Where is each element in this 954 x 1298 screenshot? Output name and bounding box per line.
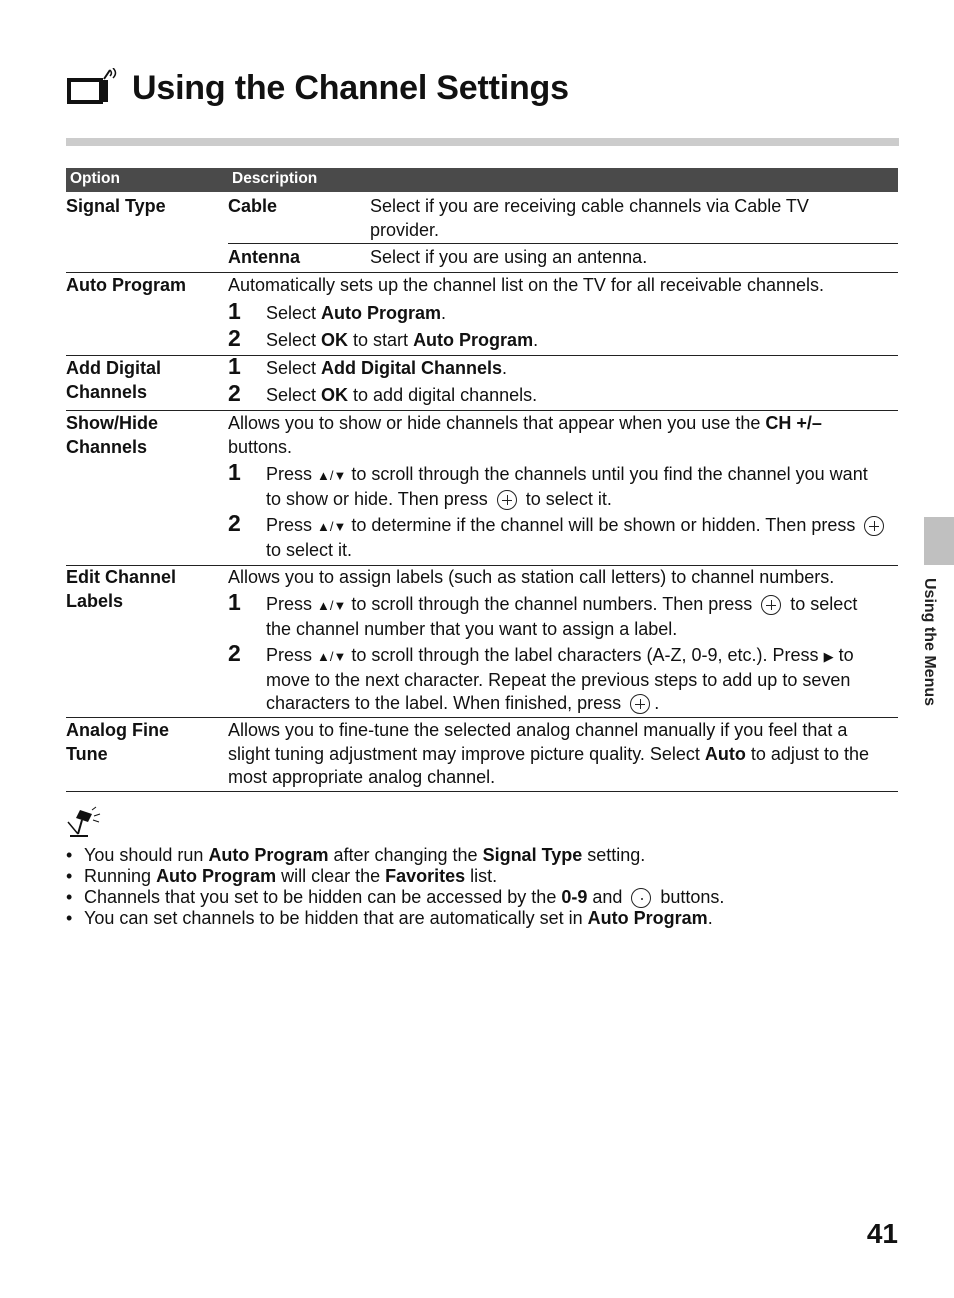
add-digital-step-1: Select Add Digital Channels. (266, 358, 508, 378)
list-item: • Channels that you set to be hidden can be accessed by the 0-9 and buttons. (66, 887, 898, 908)
enter-button-icon (864, 516, 884, 536)
up-down-arrow-icon: ▲/▼ (317, 519, 347, 534)
up-down-arrow-icon: ▲/▼ (317, 649, 347, 664)
step-number: 1 (228, 353, 241, 379)
step-number: 2 (228, 380, 241, 406)
row-divider (228, 243, 898, 244)
up-down-arrow-icon: ▲/▼ (317, 468, 347, 483)
list-item: • Running Auto Program will clear the Favorites list. (66, 866, 898, 887)
step-number: 2 (228, 510, 241, 536)
section-tab-marker (924, 517, 954, 565)
step-number: 2 (228, 640, 241, 666)
analog-fine-tune-description: Allows you to fine-tune the selected analog channel manually if you feel that a slight tuning adjustment may improve picture quality. Select Auto to adjust to the most appropriate analog channel. (228, 720, 869, 787)
list-item: • You can set channels to be hidden that are automatically set in Auto Program. (66, 908, 898, 929)
antenna-description: Select if you are using an antenna. (370, 247, 648, 267)
show-hide-intro: Allows you to show or hide channels that appear when you use the CH +/– buttons. (228, 413, 822, 457)
antenna-label: Antenna (228, 247, 300, 267)
cable-description: Select if you are receiving cable channels via Cable TV provider. (370, 196, 809, 240)
option-signal-type: Signal Type (66, 196, 166, 216)
edit-labels-step-1: Press ▲/▼ to scroll through the channel numbers. Then press to select the channel number that you want to assign a label. (266, 594, 858, 639)
row-divider (66, 410, 898, 411)
show-hide-step-2: Press ▲/▼ to determine if the channel will be shown or hidden. Then press to select it. (266, 514, 891, 562)
right-arrow-icon: ▶ (823, 649, 834, 664)
row-divider (66, 717, 898, 718)
page-header (66, 58, 569, 118)
table-bottom-rule (66, 791, 898, 792)
edit-labels-step-2: Press ▲/▼ to scroll through the label characters (A-Z, 0-9, etc.). Press ▶ to move to the next character. Repeat the previous steps to add up to seven characters to the label. When finished, press . (266, 645, 854, 713)
lamp-icon (66, 806, 102, 840)
description-column-header: Description (232, 170, 318, 187)
page-number: 41 (866, 1218, 898, 1249)
option-add-digital-channels: Add Digital Channels (66, 358, 161, 402)
add-digital-step-2: Select OK to add digital channels. (266, 385, 538, 405)
tv-antenna-icon (66, 68, 118, 108)
option-column-header: Option (70, 170, 120, 187)
step-number: 1 (228, 459, 241, 485)
edit-labels-intro: Allows you to assign labels (such as station call letters) to channel numbers. (228, 567, 835, 587)
section-tab-label: Using the Menus (921, 578, 938, 707)
auto-program-step-1: Select Auto Program. (266, 303, 447, 323)
notes-list (66, 845, 898, 929)
title-rule (66, 138, 899, 146)
step-number: 1 (228, 589, 241, 615)
show-hide-step-1: Press ▲/▼ to scroll through the channels until you find the channel you want to show or hide. Then press to select it. (266, 464, 868, 509)
step-number: 2 (228, 325, 241, 351)
table-header (66, 168, 898, 192)
row-divider (66, 272, 898, 273)
up-down-arrow-icon: ▲/▼ (317, 598, 347, 613)
cable-label: Cable (228, 196, 278, 216)
step-number: 1 (228, 298, 241, 324)
row-divider (66, 355, 898, 356)
enter-button-icon (630, 694, 650, 714)
option-edit-channel-labels: Edit Channel Labels (66, 567, 177, 611)
page-title: Using the Channel Settings (132, 68, 569, 107)
auto-program-step-2: Select OK to start Auto Program. (266, 330, 539, 350)
list-item: • You should run Auto Program after changing the Signal Type setting. (66, 845, 898, 866)
option-analog-fine-tune: Analog Fine Tune (66, 720, 169, 764)
dot-button-icon (631, 888, 651, 908)
auto-program-intro: Automatically sets up the channel list on the TV for all receivable channels. (228, 275, 824, 295)
enter-button-icon (497, 490, 517, 510)
option-show-hide-channels: Show/Hide Channels (66, 413, 159, 457)
enter-button-icon (761, 595, 781, 615)
option-auto-program: Auto Program (66, 275, 187, 295)
